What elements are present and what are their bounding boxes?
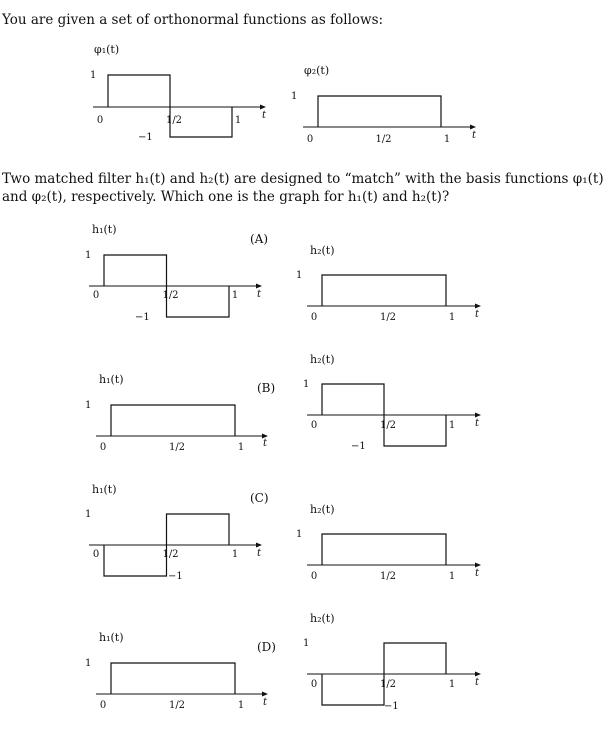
axis-arrow [470, 125, 476, 130]
question-line-2: and φ₂(t), respectively. Which one is the graph for h₁(t) and h₂(t)? [2, 189, 450, 205]
tick-label-half: 1/2 [379, 312, 397, 323]
tick-label-half: 1/2 [168, 700, 186, 711]
tick-label-half: 1/2 [162, 290, 179, 301]
y-label-minus-one: −1 [351, 441, 366, 452]
axis-label-t: t [475, 677, 480, 688]
axis-arrow [256, 543, 262, 548]
axis-label-t: t [263, 697, 268, 708]
y-label-one: 1 [85, 400, 92, 411]
axis-arrow [475, 672, 481, 677]
axis-label-t: t [475, 418, 480, 429]
tick-label-half: 1/2 [165, 115, 183, 126]
tick-label-half: 1/2 [375, 134, 392, 145]
y-label-one: 1 [296, 270, 303, 281]
y-label-minus-one: −1 [138, 132, 153, 143]
y-label-one: 1 [303, 379, 310, 390]
tick-label-zero: 0 [310, 571, 318, 582]
y-label-minus-one: −1 [135, 312, 150, 323]
axis-label-t: t [263, 438, 268, 449]
tick-label-half: 1/2 [162, 549, 179, 560]
axis-label-t: t [472, 130, 477, 141]
tick-label-half: 1/2 [379, 679, 397, 690]
y-label-one: 1 [303, 638, 310, 649]
axis-arrow [256, 284, 262, 289]
tick-label-zero: 0 [310, 312, 318, 323]
tick-label-one: 1 [237, 442, 245, 453]
tick-label-zero: 0 [92, 290, 100, 301]
waveform [318, 96, 441, 127]
tick-label-zero: 0 [92, 549, 100, 560]
y-label-one: 1 [85, 250, 92, 261]
axis-label-t: t [257, 548, 262, 559]
intro-text: You are given a set of orthonormal functions as follows: [2, 12, 384, 28]
plot-phi1 [90, 43, 267, 143]
question-line-1: Two matched filter h₁(t) and h₂(t) are designed to “match” with the basis functions φ₁(t) [2, 171, 604, 187]
tick-label-zero: 0 [96, 115, 104, 126]
y-label-one: 1 [296, 529, 303, 540]
plot-title: φ₁(t) [94, 43, 120, 56]
tick-label-zero: 0 [310, 679, 318, 690]
axis-arrow [475, 413, 481, 418]
tick-label-one: 1 [237, 700, 245, 711]
plot-title: h₁(t) [99, 631, 124, 644]
tick-label-half: 1/2 [379, 571, 397, 582]
plot-phi2 [291, 64, 477, 145]
plot-a-h1 [85, 223, 268, 323]
axis-label-t: t [257, 289, 262, 300]
plot-d-h1 [85, 631, 276, 711]
waveform [108, 75, 232, 137]
plot-title: h₁(t) [92, 483, 117, 496]
plot-title: φ₂(t) [304, 64, 330, 77]
waveform [322, 275, 446, 306]
option-label: (A) [250, 232, 269, 246]
y-label-minus-one: −1 [384, 701, 399, 712]
tick-label-zero: 0 [306, 134, 314, 145]
axis-arrow [262, 692, 268, 697]
tick-label-zero: 0 [310, 420, 318, 431]
plot-title: h₁(t) [92, 223, 117, 236]
plot-a-h2 [296, 244, 481, 323]
tick-label-half: 1/2 [168, 442, 186, 453]
axis-label-t: t [475, 568, 480, 579]
tick-label-one: 1 [448, 420, 456, 431]
axis-arrow [475, 563, 481, 568]
plot-title: h₂(t) [310, 503, 335, 516]
plot-c-h1 [85, 483, 269, 582]
plot-title: h₂(t) [310, 244, 335, 257]
tick-label-one: 1 [443, 134, 451, 145]
axis-label-t: t [475, 309, 480, 320]
plot-title: h₂(t) [310, 612, 335, 625]
option-label: (C) [250, 491, 269, 505]
plot-b-h2 [303, 353, 481, 452]
plot-title: h₁(t) [99, 373, 124, 386]
tick-label-zero: 0 [99, 700, 107, 711]
tick-label-zero: 0 [99, 442, 107, 453]
option-label: (D) [257, 640, 276, 654]
y-label-minus-one: −1 [168, 571, 183, 582]
option-label: (B) [257, 381, 276, 395]
waveform [111, 663, 235, 694]
y-label-one: 1 [291, 91, 298, 102]
tick-label-one: 1 [448, 571, 456, 582]
y-label-one: 1 [85, 509, 92, 520]
tick-label-one: 1 [231, 549, 239, 560]
y-label-one: 1 [85, 658, 92, 669]
waveform [322, 534, 446, 565]
tick-label-one: 1 [448, 679, 456, 690]
plot-b-h1 [85, 373, 275, 453]
plot-title: h₂(t) [310, 353, 335, 366]
tick-label-one: 1 [231, 290, 239, 301]
tick-label-one: 1 [448, 312, 456, 323]
y-label-one: 1 [90, 70, 97, 81]
tick-label-one: 1 [234, 115, 242, 126]
plot-d-h2 [303, 612, 481, 712]
plot-c-h2 [296, 503, 481, 582]
waveform [111, 405, 235, 436]
axis-label-t: t [262, 110, 267, 121]
axis-arrow [260, 105, 266, 110]
tick-label-half: 1/2 [379, 420, 397, 431]
axis-arrow [475, 304, 481, 309]
